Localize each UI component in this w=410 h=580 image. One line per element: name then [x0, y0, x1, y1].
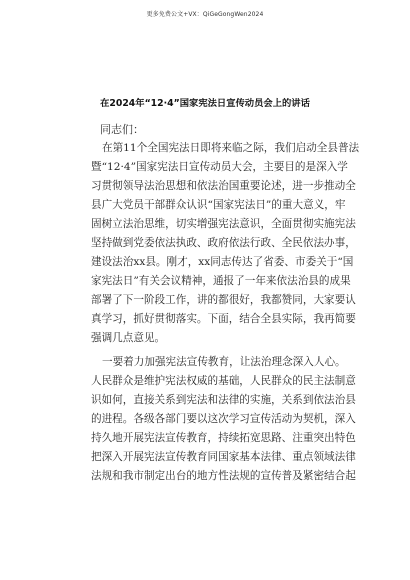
body-line: 家宪法日”有关会议精神，通报了一年来依法治县的成果 — [91, 275, 351, 287]
body-line: 强调几点意见。 — [91, 332, 166, 344]
body-line: 暨“12·4”国家宪法日宣传动员大会，主要目的是深入学 — [91, 161, 348, 173]
body-line: 建设法治xx县。刚才，xx同志传达了省委、市委关于“国 — [91, 256, 354, 268]
body-line: 县广大党员干部群众认识“国家宪法日”的重大意义，牢 — [91, 199, 346, 211]
body-line: 法规和我市制定出台的地方性法规的宣传普及紧密结合起 — [91, 470, 356, 482]
salutation: 同志们： — [100, 123, 144, 136]
body-line: 的进程。各级各部门要以这次学习宣传活动为契机，深入 — [91, 413, 356, 425]
body-line: 固树立法治思维，切实增强宪法意识，全面贯彻实施宪法 — [91, 218, 356, 230]
document-title: 在2024年“12·4”国家宪法日宣传动员会上的讲话 — [100, 98, 310, 109]
body-line: 人民群众是维护宪法权威的基础，人民群众的民主法制意 — [91, 375, 356, 387]
body-line: 把深入开展宪法宣传教育同国家基本法律、重点领域法律 — [91, 451, 356, 463]
body-line: 识如何，直接关系到宪法和法律的实施，关系到依法治县 — [91, 394, 356, 406]
body-line: 习贯彻领导法治思想和依法治国重要论述，进一步推动全 — [91, 180, 356, 192]
body-line: 持久地开展宪法宣传教育，持续拓宽思路、注重突出特色 — [91, 432, 356, 444]
body-line: 真学习，抓好贯彻落实。下面，结合全县实际，我再简要 — [91, 313, 356, 325]
body-line: 坚持做到党委依法执政、政府依法行政、全民依法办事， — [91, 237, 356, 249]
section-heading: 一要着力加强宪法宣传教育，让法治理念深入人心。 — [102, 356, 346, 368]
header-note: 更多免费公文+VX：QiGeGongWen2024 — [146, 11, 264, 18]
body-line: 在第11个全国宪法日即将来临之际，我们启动全县普法 — [102, 142, 360, 154]
body-line: 部署了下一阶段工作，讲的都很好，我都赞同，大家要认 — [91, 294, 356, 306]
